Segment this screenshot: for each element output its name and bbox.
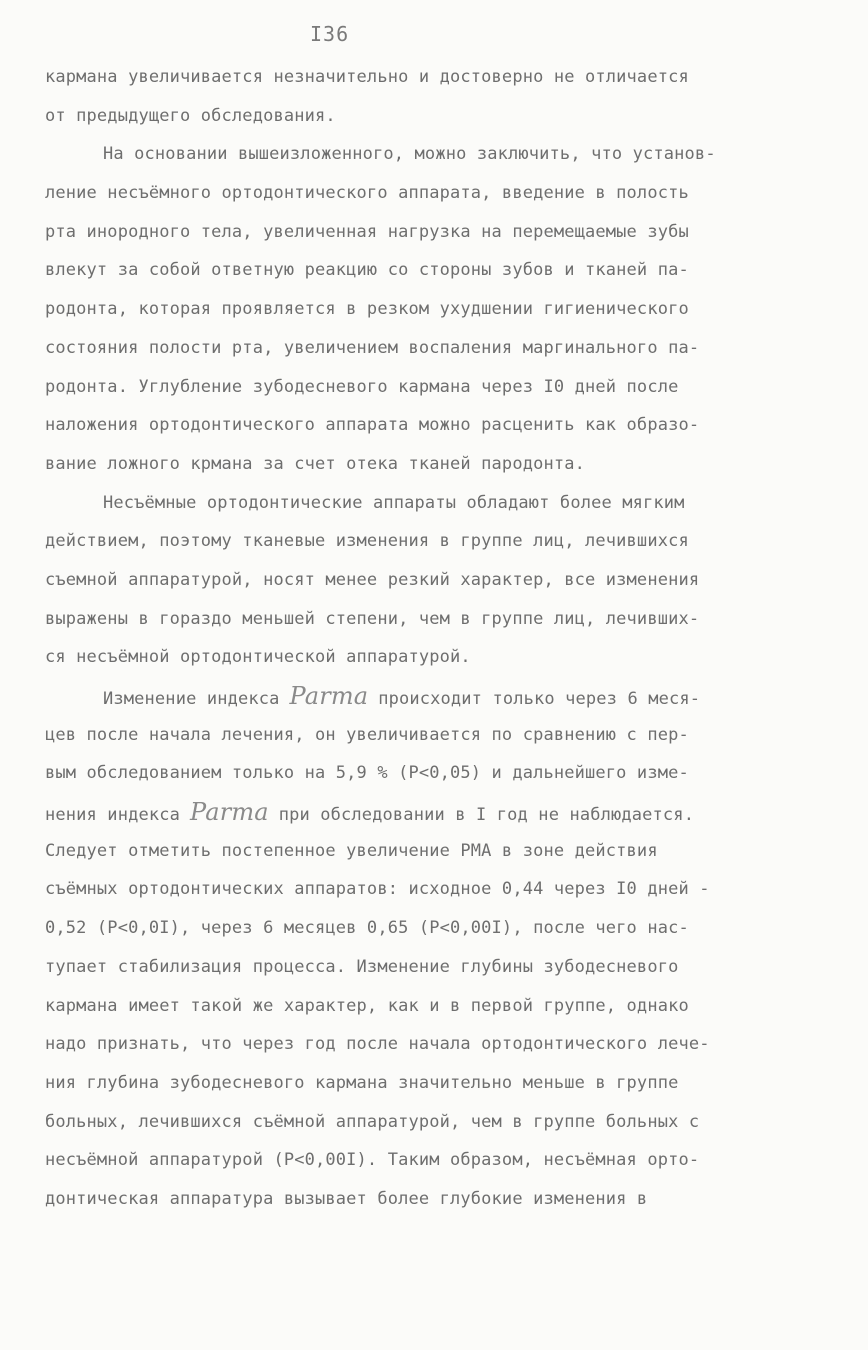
- text-line: Следует отметить постепенное увеличение РМА в зоне действия: [45, 840, 658, 861]
- text-line: вым обследованием только на 5,9 % (P<0,05) и дальнейшего изме-: [45, 763, 689, 784]
- handwritten-index-name: Parma: [190, 798, 269, 827]
- text-line: съёмных ортодонтических аппаратов: исходное 0,44 через I0 дней -: [45, 879, 710, 900]
- text-line: На основании вышеизложенного, можно заключить, что установ-: [103, 144, 716, 165]
- handwritten-index-name: Parma: [289, 682, 369, 710]
- text-line: вание ложного крмана за счет отека тканей пародонта.: [45, 453, 586, 474]
- text-line: от предыдущего обследования.: [45, 105, 336, 126]
- text-line: ния глубина зубодесневого кармана значительно меньше в группе: [45, 1072, 679, 1093]
- text-line: [45, 793, 835, 832]
- body-text: [45, 58, 835, 1219]
- page-number: I36: [310, 22, 350, 46]
- text-segment: происходит только через 6 меся-: [378, 689, 701, 709]
- text-line: несъёмной аппаратурой (P<0,00I). Таким образом, несъёмная орто-: [45, 1150, 700, 1171]
- text-line: донтическая аппаратура вызывает более глубокие изменения в: [45, 1188, 648, 1209]
- text-segment: при обследовании в I год не наблюдается.: [278, 805, 695, 826]
- text-line: наложения ортодонтического аппарата можно расценить как образо-: [45, 415, 700, 436]
- text-line: родонта, которая проявляется в резком ухудшении гигиенического: [45, 299, 689, 320]
- text-line: надо признать, что через год после начала ортодонтического лече-: [45, 1034, 710, 1055]
- text-line: состояния полости рта, увеличением воспаления маргинального па-: [45, 337, 700, 358]
- text-line: выражены в гораздо меньшей степени, чем в группе лиц, лечивших-: [45, 608, 700, 629]
- text-line: больных, лечившихся съёмной аппаратурой, чем в группе больных с: [45, 1111, 700, 1132]
- text-line: цев после начала лечения, он увеличивается по сравнению с пер-: [45, 724, 689, 745]
- text-line: кармана имеет такой же характер, как и в первой группе, однако: [45, 995, 689, 1016]
- text-line: родонта. Углубление зубодесневого кармана через I0 дней после: [45, 376, 679, 397]
- text-line: ся несъёмной ортодонтической аппаратурой.: [45, 647, 471, 668]
- text-line: действием, поэтому тканевые изменения в группе лиц, лечившихся: [45, 531, 689, 552]
- text-line: кармана увеличивается незначительно и достоверно не отличается: [45, 67, 689, 87]
- text-line: съемной аппаратурой, носят менее резкий характер, все изменения: [45, 569, 700, 590]
- text-line: влекут за собой ответную реакцию со стороны зубов и тканей па-: [45, 260, 689, 281]
- text-line: Несъёмные ортодонтические аппараты обладают более мягким: [103, 492, 685, 513]
- text-line: 0,52 (P<0,0I), через 6 месяцев 0,65 (P<0,00I), после чего нас-: [45, 918, 689, 939]
- text-line: тупает стабилизация процесса. Изменение глубины зубодесневого: [45, 956, 679, 977]
- text-segment: Изменение индекса: [103, 689, 280, 709]
- text-line: [45, 677, 835, 716]
- text-line: ление несъёмного ортодонтического аппарата, введение в полость: [45, 183, 689, 204]
- text-line: рта инородного тела, увеличенная нагрузка на перемещаемые зубы: [45, 221, 689, 242]
- text-segment: нения индекса: [45, 805, 181, 826]
